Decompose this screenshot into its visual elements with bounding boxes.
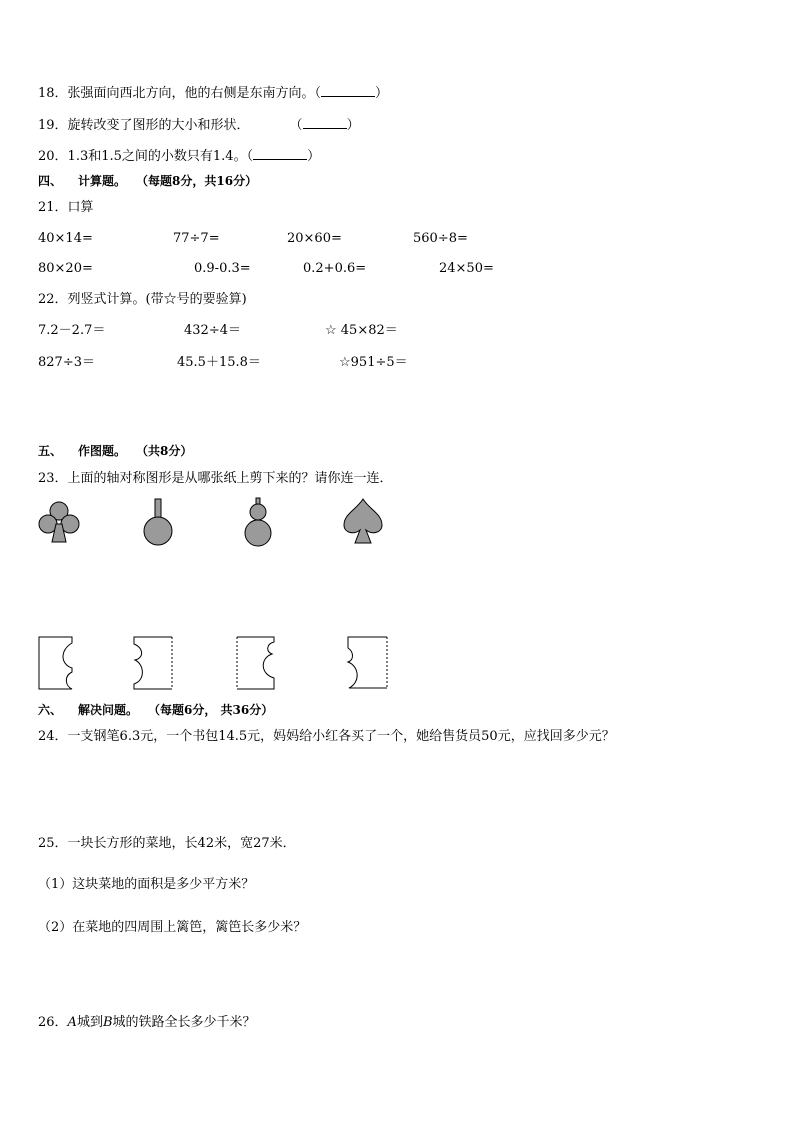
question-19	[38, 116, 360, 134]
vertical-calc-item: 45.5＋15.8＝	[177, 355, 261, 370]
answer-blank[interactable]	[321, 84, 375, 97]
answer-blank[interactable]	[253, 147, 307, 160]
question-21-title: 21．口算	[38, 200, 94, 215]
club-shape-icon[interactable]	[36, 498, 82, 548]
flask-shape-icon[interactable]	[140, 497, 176, 549]
question-20	[38, 147, 320, 165]
question-25-sub-2: （2）在菜地的四周围上篱笆，篱笆长多少米？	[38, 920, 307, 935]
oral-calc-item: 0.2+0.6=	[303, 261, 367, 276]
question-number: 26．	[38, 1015, 68, 1030]
vertical-calc-item: 827÷3＝	[38, 355, 95, 370]
folded-paper-option-3[interactable]	[236, 636, 278, 690]
bracket-close: ）	[346, 118, 360, 133]
question-22-title: 22．列竖式计算。(带☆号的要验算)	[38, 292, 247, 307]
question-18	[38, 84, 388, 102]
question-26-text: 城到	[76, 1015, 103, 1030]
section-number: 五、	[38, 444, 63, 458]
section-number: 四、	[38, 174, 63, 188]
city-b-label: B	[102, 1015, 113, 1030]
section-title: 计算题。	[78, 174, 127, 188]
spade-shape-icon[interactable]	[340, 496, 386, 548]
section-number: 六、	[38, 703, 63, 717]
vertical-calc-item: 432÷4＝	[184, 323, 241, 338]
bracket-close: ）	[375, 86, 389, 101]
section-title: 解决问题。	[78, 703, 139, 717]
bracket-open: （	[289, 118, 303, 133]
section-score: （共8分）	[136, 444, 193, 458]
vertical-calc-item: 7.2－2.7＝	[38, 323, 106, 338]
question-26-text: 城的铁路全长多少千米？	[112, 1015, 256, 1030]
section-score: （每题6分， 共36分）	[148, 703, 274, 717]
oral-calc-item: 80×20=	[38, 261, 93, 276]
question-18-text: 18．张强面向西北方向，他的右侧是东南方向。（	[38, 86, 322, 101]
vertical-calc-item: ☆951÷5＝	[339, 355, 408, 370]
section-score: （每题8分，共16分）	[136, 174, 258, 188]
oral-calc-item: 40×14=	[38, 231, 93, 246]
section-title: 作图题。	[78, 444, 127, 458]
question-25-text: 25．一块长方形的菜地，长42米，宽27米．	[38, 836, 296, 851]
section-6-heading	[38, 702, 273, 718]
folded-paper-option-1[interactable]	[38, 636, 78, 690]
gourd-shape-icon[interactable]	[243, 497, 273, 549]
section-4-heading	[38, 173, 257, 189]
question-24-text: 24．一支钢笔6.3元，一个书包14.5元，妈妈给小红各买了一个，她给售货员50元，应找回多少元？	[38, 729, 615, 744]
oral-calc-item: 77÷7=	[173, 231, 220, 246]
folded-paper-option-4[interactable]	[345, 636, 389, 690]
city-a-label: A	[67, 1015, 77, 1030]
question-23-text: 23．上面的轴对称图形是从哪张纸上剪下来的？请你连一连．	[38, 471, 393, 486]
question-20-text: 20．1.3和1.5之间的小数只有1.4。（	[38, 149, 254, 164]
question-19-text: 19．旋转改变了图形的大小和形状．	[38, 118, 250, 133]
folded-paper-option-2[interactable]	[132, 636, 174, 690]
question-25-sub-1: （1）这块菜地的面积是多少平方米？	[38, 877, 255, 892]
oral-calc-item: 560÷8=	[413, 231, 468, 246]
bracket-close: ）	[307, 149, 321, 164]
oral-calc-item: 20×60=	[287, 231, 342, 246]
oral-calc-item: 0.9-0.3=	[194, 261, 251, 276]
question-26	[38, 1015, 256, 1031]
answer-blank[interactable]	[303, 116, 347, 129]
vertical-calc-item: ☆ 45×82＝	[325, 323, 398, 338]
oral-calc-item: 24×50=	[439, 261, 494, 276]
section-5-heading	[38, 443, 192, 459]
